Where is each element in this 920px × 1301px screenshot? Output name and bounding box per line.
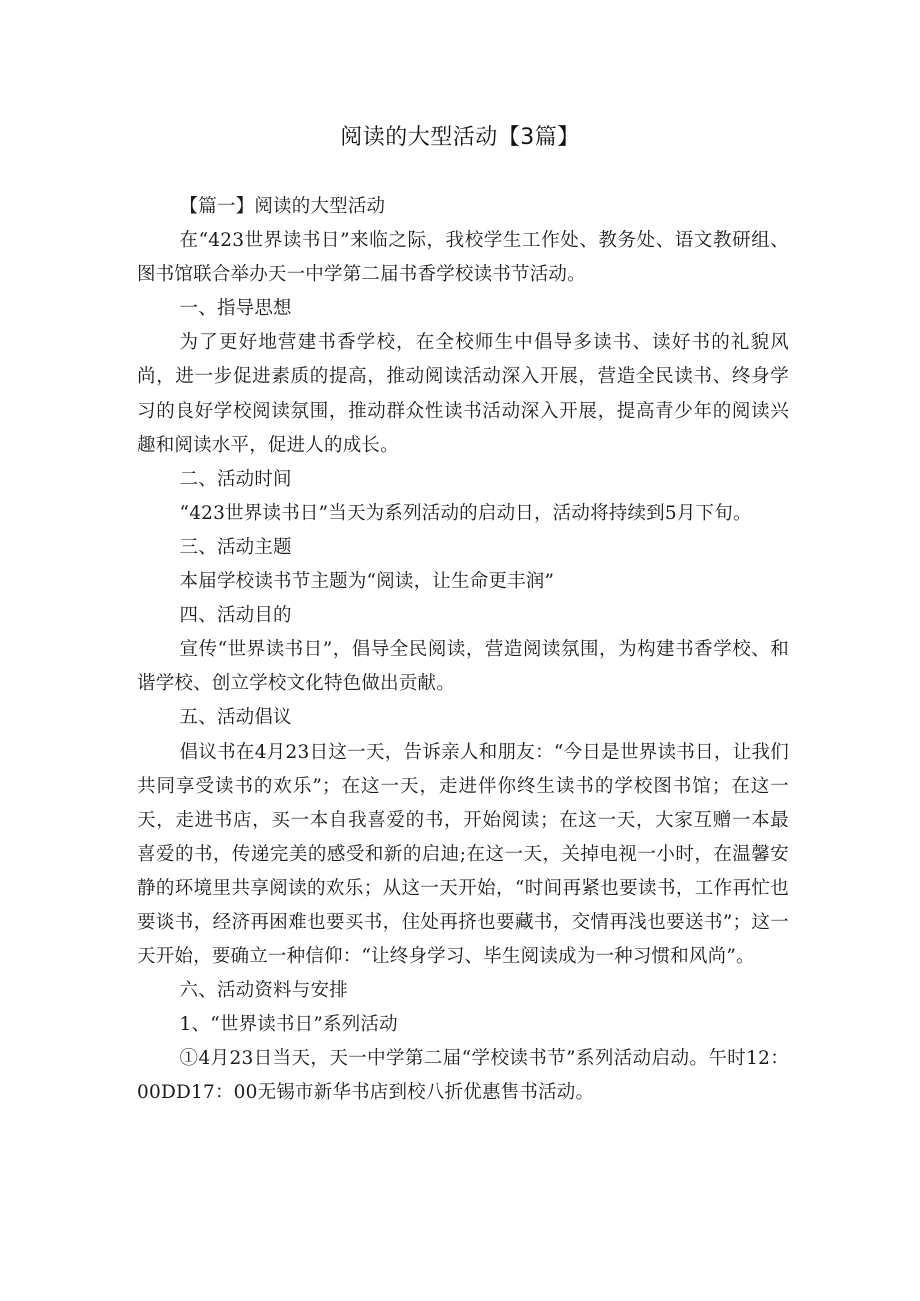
section-heading: 三、活动主题 xyxy=(179,536,292,558)
section-heading: 二、活动时间 xyxy=(179,468,292,490)
section-heading: 一、指导思想 xyxy=(179,298,292,320)
paragraph: 倡议书在4月23日这一天，告诉亲人和朋友：“今日是世界读书日，让我们共同享受读书的欢乐”；在这一天，走进伴你终生读书的学校图书馆；在这一天，走进书店，买一本自我喜爱的书，开始阅读；在这一天，大家互赠一本最喜爱的书，传递完美的感受和新的启迪;在这一天，关掉电视一小时，在温馨安静的环境里共享阅读的欢乐；从这一天开始，“时间再紧也要读书，工作再忙也要谈书，经济再困难也要买书，住处再挤也要藏书，交情再浅也要送书”；这一天开始，要确立一种信仰：“让终身学习、毕生阅读成为一种习惯和风尚”。 xyxy=(137,741,789,968)
paragraph: ①4月23日当天，天一中学第二届“学校读书节”系列活动启动。午时12：00DD17：00无锡市新华书店到校八折优惠售书活动。 xyxy=(137,1048,789,1104)
document-title: 阅读的大型活动【3篇】 xyxy=(340,125,580,150)
paragraph: “423世界读书日”当天为系列活动的启动日，活动将持续到5月下旬。 xyxy=(179,502,752,524)
section-heading: 【篇一】阅读的大型活动 xyxy=(179,196,386,217)
paragraph: 本届学校读书节主题为“阅读，让生命更丰润” xyxy=(179,571,555,593)
paragraph: 为了更好地营建书香学校，在全校师生中倡导多读书、读好书的礼貌风尚，进一步促进素质的提高，推动阅读活动深入开展，营造全民读书、终身学习的良好学校阅读氛围，推动群众性读书活动深入开展，提高青少年的阅读兴趣和阅读水平，促进人的成长。 xyxy=(137,332,789,456)
document-body xyxy=(137,190,789,1111)
subsection-heading: 1、“世界读书日”系列活动 xyxy=(179,1014,398,1036)
section-heading: 五、活动倡议 xyxy=(179,707,292,729)
section-heading: 六、活动资料与安排 xyxy=(179,980,348,1002)
section-heading: 四、活动目的 xyxy=(179,605,292,627)
paragraph: 宣传“世界读书日”，倡导全民阅读，营造阅读氛围，为构建书香学校、和谐学校、创立学校文化特色做出贡献。 xyxy=(137,639,789,695)
paragraph: 在“423世界读书日”来临之际，我校学生工作处、教务处、语文教研组、图书馆联合举办天一中学第二届书香学校读书节活动。 xyxy=(137,230,789,286)
